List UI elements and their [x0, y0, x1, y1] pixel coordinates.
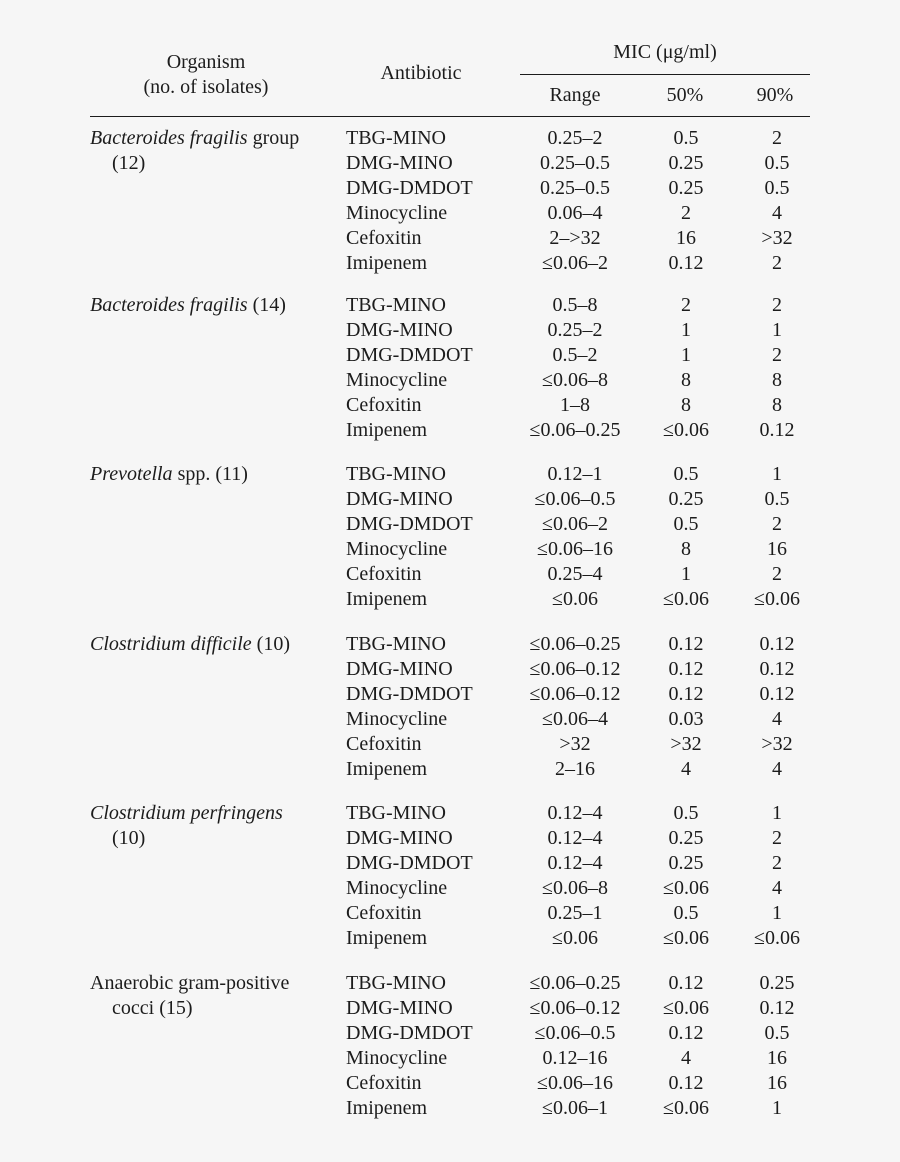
mic50-cell: 8	[681, 537, 691, 560]
antibiotic-cell: DMG-DMDOT	[346, 512, 473, 535]
mic90-cell: 8	[772, 393, 782, 416]
mic50-cell: 0.12	[668, 657, 704, 680]
mic50-cell: 0.5	[673, 802, 699, 824]
mic50-cell: ≤0.06	[663, 418, 709, 441]
mic50-cell: 2	[681, 201, 691, 224]
mic50-cell: 8	[681, 368, 691, 391]
mic50-cell: 0.12	[668, 1071, 704, 1094]
mic90-cell: 0.25	[759, 972, 795, 994]
range-cell: 0.12–4	[547, 826, 603, 849]
antibiotic-cell: Imipenem	[346, 251, 428, 274]
mic50-cell: 4	[681, 1046, 691, 1069]
mic50-cell: 0.25	[668, 176, 704, 199]
antibiotic-cell: DMG-MINO	[346, 151, 453, 174]
range-cell: 0.25–0.5	[540, 176, 610, 199]
mic90-cell: 0.12	[759, 682, 795, 705]
range-cell: 2–>32	[549, 226, 601, 249]
antibiotic-cell: Imipenem	[346, 418, 428, 441]
antibiotic-cell: Cefoxitin	[346, 1071, 422, 1094]
antibiotic-cell: Imipenem	[346, 926, 428, 949]
header-90-percent: 90%	[756, 84, 794, 106]
header-organism-label: Organism	[166, 51, 246, 73]
mic50-cell: 0.12	[668, 1021, 704, 1044]
range-cell: 0.5–8	[552, 294, 598, 316]
antibiotic-cell: TBG-MINO	[346, 802, 446, 824]
organism-text: (10)	[112, 826, 146, 849]
mic50-cell: ≤0.06	[663, 996, 709, 1019]
range-cell: 0.25–0.5	[540, 151, 610, 174]
range-cell: 0.25–2	[547, 127, 603, 149]
mic50-cell: 1	[681, 318, 691, 341]
range-cell: ≤0.06–4	[542, 707, 608, 730]
mic50-cell: ≤0.06	[663, 876, 709, 899]
mic90-cell: 0.5	[764, 1021, 790, 1044]
organism-label	[90, 632, 290, 657]
mic50-cell: 0.25	[668, 151, 704, 174]
mic50-cell: 0.12	[668, 682, 704, 705]
organism-label	[112, 826, 145, 851]
range-cell: ≤0.06–0.12	[529, 996, 621, 1019]
mic90-cell: 16	[767, 1046, 787, 1069]
mic90-cell: 1	[772, 318, 782, 341]
mic90-cell: 0.5	[764, 487, 790, 510]
antibiotic-cell: Minocycline	[346, 707, 448, 730]
organism-text: (14)	[247, 294, 286, 316]
mic90-cell: ≤0.06	[754, 926, 800, 949]
organism-text: (12)	[112, 151, 146, 174]
organism-text: Prevotella	[90, 463, 173, 485]
antibiotic-cell: Minocycline	[346, 537, 448, 560]
mic50-cell: 0.12	[668, 972, 704, 994]
antibiotic-cell: TBG-MINO	[346, 633, 446, 655]
range-cell: ≤0.06–0.12	[529, 682, 621, 705]
antibiotic-cell: TBG-MINO	[346, 294, 446, 316]
range-cell: 0.12–4	[547, 851, 603, 874]
antibiotic-cell: DMG-DMDOT	[346, 851, 473, 874]
antibiotic-cell: Minocycline	[346, 368, 448, 391]
mic50-cell: 0.25	[668, 487, 704, 510]
range-cell: 0.12–16	[542, 1046, 608, 1069]
antibiotic-cell: Cefoxitin	[346, 393, 422, 416]
mic50-cell: 16	[676, 226, 696, 249]
mic90-cell: 16	[767, 537, 787, 560]
range-cell: ≤0.06–1	[542, 1096, 608, 1119]
header-antibiotic: Antibiotic	[380, 62, 462, 84]
range-cell: 0.06–4	[547, 201, 603, 224]
organism-label	[90, 462, 248, 487]
antibiotic-cell: Cefoxitin	[346, 226, 422, 249]
organism-text: Bacteroides fragilis	[90, 294, 248, 316]
antibiotic-cell: Cefoxitin	[346, 732, 422, 755]
mic90-cell: 0.12	[759, 996, 795, 1019]
mic50-cell: 1	[681, 562, 691, 585]
mic50-cell: 0.12	[668, 633, 704, 655]
organism-text: group	[247, 127, 300, 149]
organism-label	[112, 996, 193, 1021]
mic90-cell: >32	[761, 732, 793, 755]
range-cell: ≤0.06–2	[542, 512, 608, 535]
mic50-cell: 0.25	[668, 851, 704, 874]
range-cell: 0.25–4	[547, 562, 603, 585]
range-cell: ≤0.06–16	[537, 537, 613, 560]
antibiotic-cell: DMG-DMDOT	[346, 176, 473, 199]
mic90-cell: 1	[772, 463, 782, 485]
range-cell: ≤0.06	[552, 926, 598, 949]
range-cell: 0.25–2	[547, 318, 603, 341]
mic90-cell: 0.12	[759, 657, 795, 680]
mic50-cell: 0.5	[673, 463, 699, 485]
organism-text: Clostridium perfringens	[90, 802, 283, 824]
header-bottom-rule	[90, 116, 810, 117]
antibiotic-cell: DMG-DMDOT	[346, 343, 473, 366]
antibiotic-cell: Cefoxitin	[346, 901, 422, 924]
mic90-cell: 4	[772, 201, 782, 224]
range-cell: ≤0.06–0.25	[529, 972, 621, 994]
mic50-cell: 0.12	[668, 251, 704, 274]
antibiotic-cell: Imipenem	[346, 1096, 428, 1119]
organism-text: cocci (15)	[112, 996, 193, 1019]
mic90-cell: 0.12	[759, 633, 795, 655]
range-cell: 0.12–1	[547, 463, 603, 485]
mic90-cell: 2	[772, 562, 782, 585]
mic90-cell: 2	[772, 127, 782, 149]
range-cell: 2–16	[555, 757, 595, 780]
mic90-cell: 2	[772, 512, 782, 535]
mic90-cell: 1	[772, 1096, 782, 1119]
mic50-cell: ≤0.06	[663, 1096, 709, 1119]
antibiotic-cell: Cefoxitin	[346, 562, 422, 585]
header-organism	[90, 50, 322, 100]
range-cell: 0.5–2	[552, 343, 598, 366]
header-50-percent: 50%	[666, 84, 704, 106]
header-mic: MIC (μg/ml)	[613, 41, 717, 63]
range-cell: ≤0.06–0.25	[529, 418, 621, 441]
antibiotic-cell: DMG-MINO	[346, 657, 453, 680]
range-cell: >32	[559, 732, 591, 755]
mic90-cell: 16	[767, 1071, 787, 1094]
range-cell: 0.12–4	[547, 802, 603, 824]
organism-label	[90, 971, 289, 996]
range-cell: ≤0.06–0.12	[529, 657, 621, 680]
mic90-cell: 0.5	[764, 176, 790, 199]
mic90-cell: 0.5	[764, 151, 790, 174]
mic90-cell: 1	[772, 802, 782, 824]
antibiotic-cell: DMG-MINO	[346, 487, 453, 510]
range-cell: ≤0.06–8	[542, 368, 608, 391]
range-cell: ≤0.06–2	[542, 251, 608, 274]
mic50-cell: 8	[681, 393, 691, 416]
organism-label	[112, 151, 145, 176]
range-cell: ≤0.06–8	[542, 876, 608, 899]
mic50-cell: ≤0.06	[663, 926, 709, 949]
mic50-cell: 0.5	[673, 901, 699, 924]
antibiotic-cell: Minocycline	[346, 201, 448, 224]
range-cell: ≤0.06–0.5	[534, 1021, 616, 1044]
header-range: Range	[549, 84, 601, 106]
organism-text: spp. (11)	[172, 463, 248, 485]
mic50-cell: 0.03	[668, 707, 704, 730]
antibiotic-cell: TBG-MINO	[346, 463, 446, 485]
mic50-cell: 2	[681, 294, 691, 316]
mic50-cell: 4	[681, 757, 691, 780]
antibiotic-cell: Imipenem	[346, 757, 428, 780]
mic50-cell: 1	[681, 343, 691, 366]
antibiotic-cell: TBG-MINO	[346, 127, 446, 149]
header-mic-rule	[520, 74, 810, 75]
mic90-cell: 2	[772, 294, 782, 316]
organism-text: (10)	[251, 633, 290, 655]
mic90-cell: 2	[772, 343, 782, 366]
range-cell: ≤0.06–0.5	[534, 487, 616, 510]
range-cell: ≤0.06–16	[537, 1071, 613, 1094]
mic50-cell: ≤0.06	[663, 587, 709, 610]
mic90-cell: ≤0.06	[754, 587, 800, 610]
antibiotic-cell: Minocycline	[346, 876, 448, 899]
mic90-cell: 1	[772, 901, 782, 924]
mic90-cell: 4	[772, 757, 782, 780]
header-isolates-label: (no. of isolates)	[143, 76, 269, 98]
organism-label	[90, 126, 299, 151]
organism-text: Bacteroides fragilis	[90, 127, 248, 149]
mic90-cell: 2	[772, 851, 782, 874]
antibiotic-cell: DMG-MINO	[346, 826, 453, 849]
organism-label	[90, 801, 283, 826]
antibiotic-cell: DMG-MINO	[346, 996, 453, 1019]
range-cell: ≤0.06	[552, 587, 598, 610]
mic90-cell: 0.12	[759, 418, 795, 441]
organism-text: Clostridium difficile	[90, 633, 252, 655]
antibiotic-cell: DMG-DMDOT	[346, 682, 473, 705]
mic90-cell: 4	[772, 876, 782, 899]
mic90-cell: 8	[772, 368, 782, 391]
organism-label	[90, 293, 286, 318]
mic50-cell: 0.5	[673, 127, 699, 149]
range-cell: 0.25–1	[547, 901, 603, 924]
range-cell: ≤0.06–0.25	[529, 633, 621, 655]
antibiotic-cell: DMG-DMDOT	[346, 1021, 473, 1044]
mic50-cell: >32	[670, 732, 702, 755]
antibiotic-cell: DMG-MINO	[346, 318, 453, 341]
mic50-cell: 0.5	[673, 512, 699, 535]
mic90-cell: >32	[761, 226, 793, 249]
mic90-cell: 2	[772, 826, 782, 849]
antibiotic-cell: Imipenem	[346, 587, 428, 610]
antibiotic-cell: Minocycline	[346, 1046, 448, 1069]
range-cell: 1–8	[560, 393, 590, 416]
mic90-cell: 4	[772, 707, 782, 730]
organism-text: Anaerobic gram-positive	[90, 972, 290, 994]
mic50-cell: 0.25	[668, 826, 704, 849]
antibiotic-cell: TBG-MINO	[346, 972, 446, 994]
mic90-cell: 2	[772, 251, 782, 274]
